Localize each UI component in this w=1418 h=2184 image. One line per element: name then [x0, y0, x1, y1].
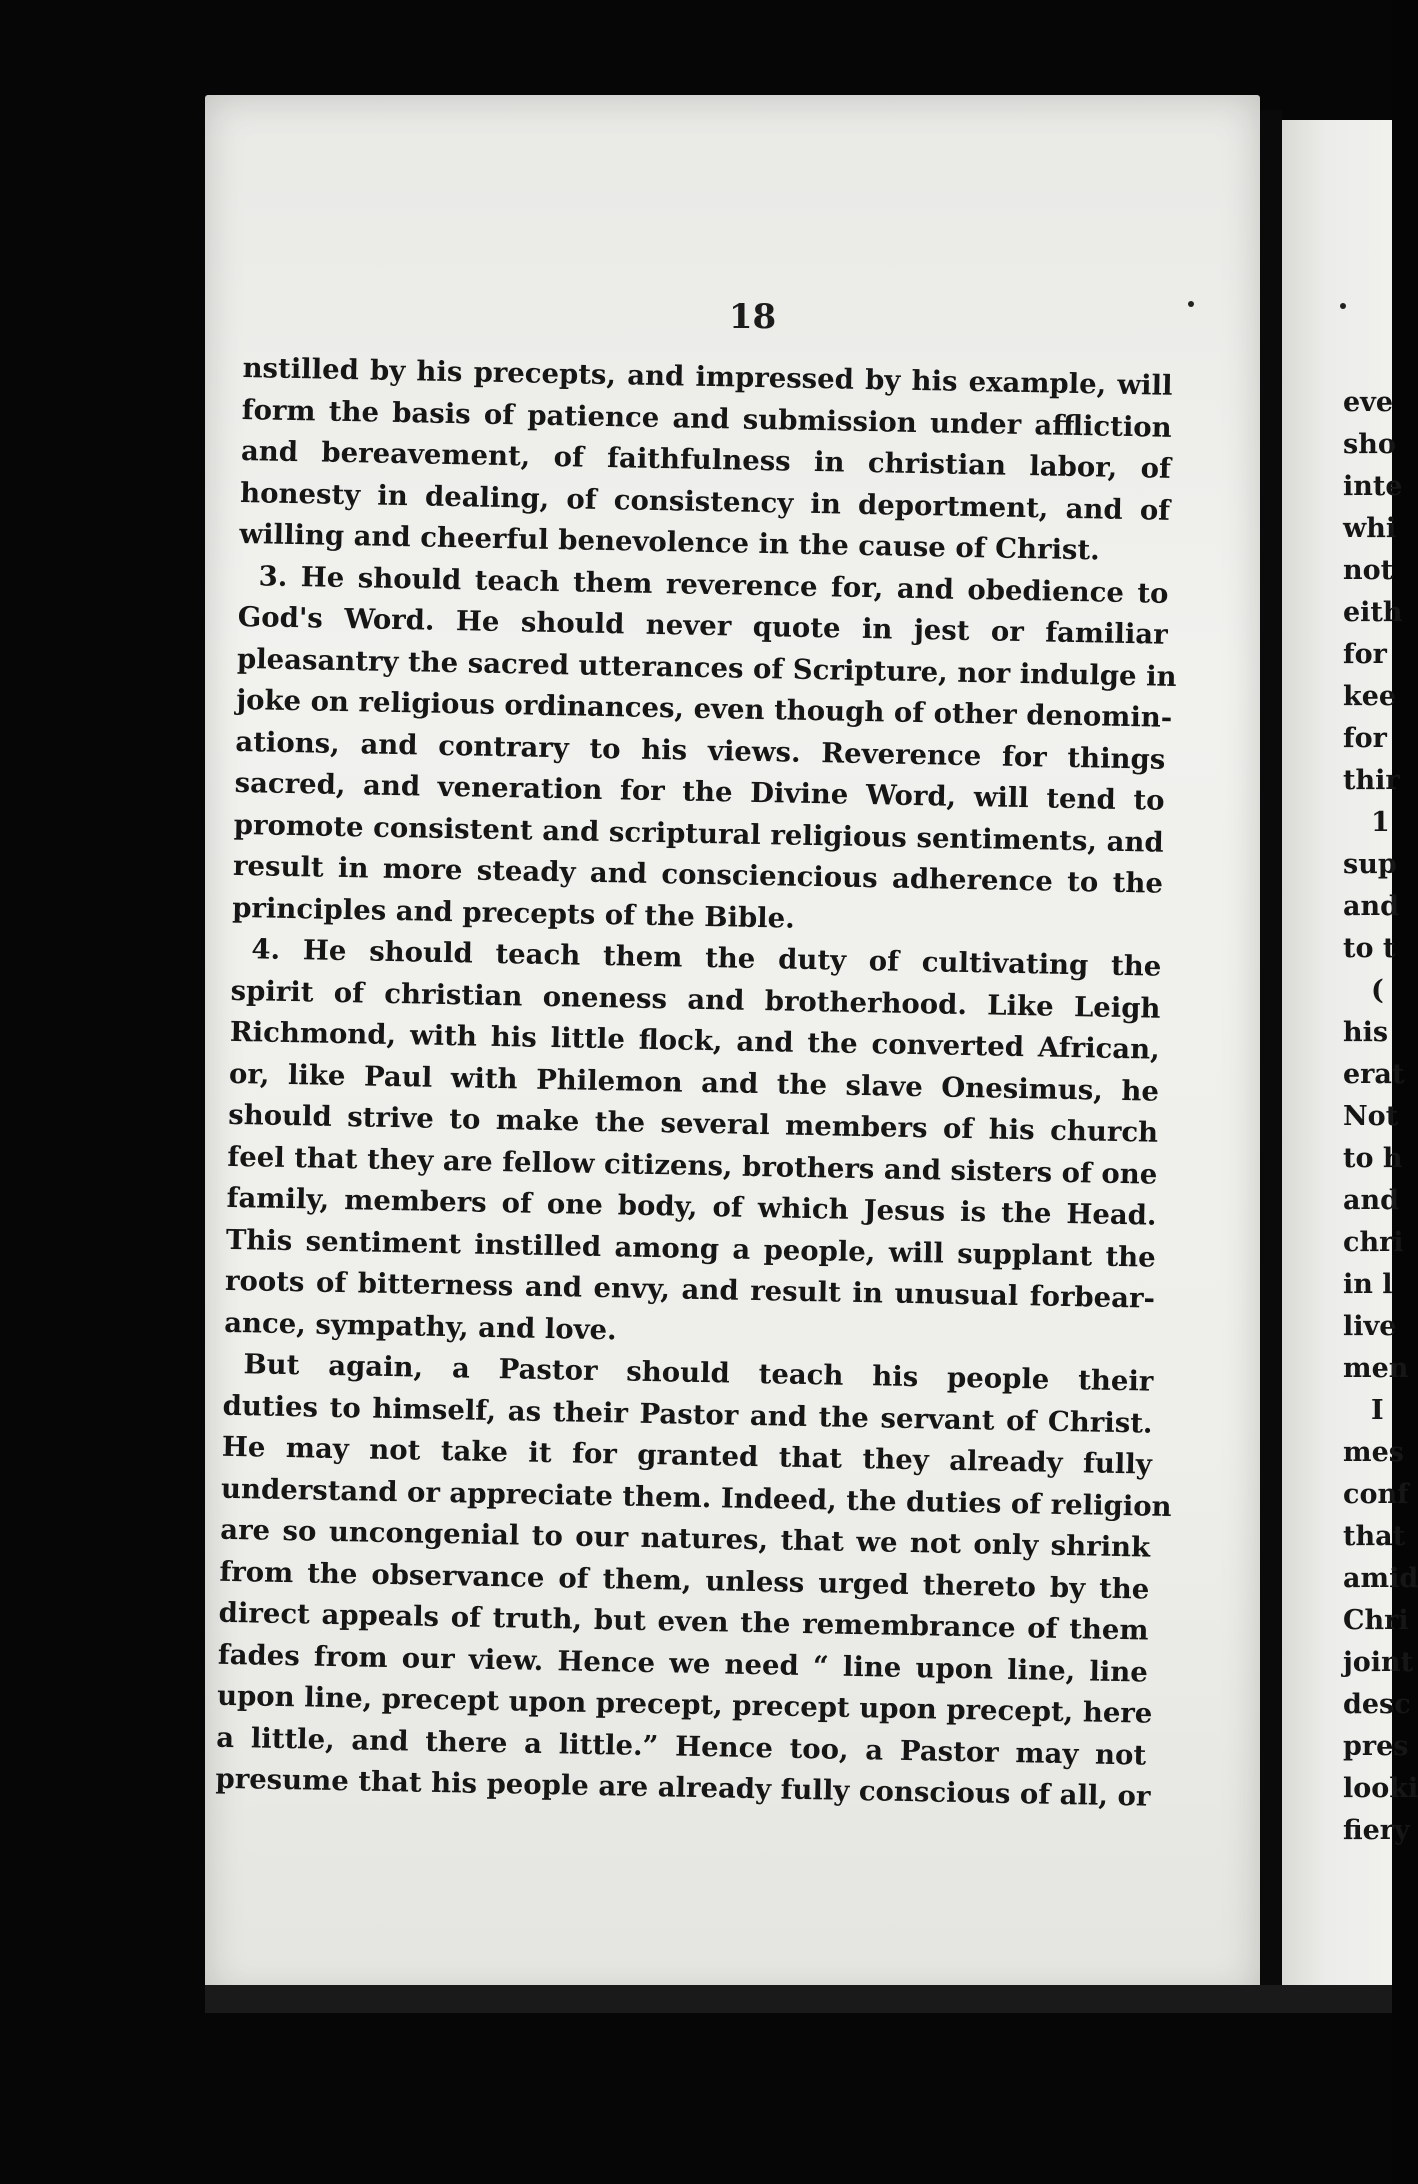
adjacent-line: amid: [1343, 1563, 1418, 1594]
text-line: roots of bitterness and envy, and result in unusual forbear-: [224, 1264, 1156, 1315]
adjacent-line: (: [1371, 975, 1384, 1006]
adjacent-line: in l: [1343, 1269, 1393, 1300]
adjacent-line: for: [1343, 723, 1387, 754]
text-line: form the basis of patience and submission under affliction: [241, 393, 1172, 444]
text-line: duties to himself, as their Pastor and the servant of Christ.: [222, 1389, 1153, 1440]
page-number: 18: [728, 297, 777, 337]
adjacent-line: sho: [1343, 429, 1396, 460]
scan-bottom-edge: [205, 1985, 1392, 2013]
text-line: understand or appreciate them. Indeed, the duties of religion: [220, 1472, 1172, 1523]
text-line: from the observance of them, unless urged thereto by the: [219, 1555, 1150, 1606]
text-line: fades from our view. Hence we need “ line upon line, line: [217, 1638, 1149, 1689]
adjacent-line: Not: [1343, 1101, 1399, 1132]
text-line: Richmond, with his little flock, and the converted African,: [229, 1015, 1161, 1066]
adjacent-line: sup: [1343, 849, 1397, 880]
adjacent-line: inte: [1343, 471, 1403, 502]
text-line: ations, and contrary to his views. Reverence for things: [235, 725, 1166, 776]
text-line: upon line, precept upon precept, precept upon precept, here: [216, 1679, 1153, 1730]
adjacent-line: joint: [1343, 1647, 1414, 1678]
adjacent-line: thir: [1343, 765, 1400, 796]
speck-mark: [1188, 301, 1194, 307]
adjacent-line: mes: [1343, 1437, 1404, 1468]
adjacent-line: kee: [1343, 681, 1397, 712]
text-line: ance, sympathy, and love.: [223, 1306, 617, 1346]
text-line: should strive to make the several members of his church: [227, 1098, 1159, 1149]
text-line: or, like Paul with Philemon and the slave Onesimus, he: [228, 1057, 1160, 1108]
book-gutter: [1260, 110, 1282, 1990]
text-line: pleasantry the sacred utterances of Scripture, nor indulge in: [236, 642, 1177, 693]
adjacent-page-text: [1343, 382, 1418, 1852]
text-line: 3. He should teach them reverence for, and obedience to: [258, 559, 1169, 610]
adjacent-line: looki: [1343, 1773, 1418, 1804]
text-line: are so uncongenial to our natures, that we not only shrink: [220, 1513, 1151, 1564]
book-page: [205, 95, 1260, 2000]
adjacent-line: and: [1343, 891, 1400, 922]
adjacent-line: eve: [1343, 387, 1394, 418]
text-line: 4. He should teach them the duty of cultivating the: [251, 933, 1162, 983]
adjacent-line: fiery: [1343, 1815, 1410, 1846]
adjacent-line: desc: [1343, 1689, 1411, 1720]
adjacent-line: not: [1343, 555, 1394, 586]
text-line: He may not take it for granted that they already fully: [221, 1430, 1153, 1481]
adjacent-line: conf: [1343, 1479, 1409, 1510]
adjacent-line: his: [1343, 1017, 1389, 1048]
speck-mark: [1340, 303, 1346, 309]
text-line: promote consistent and scriptural religious sentiments, and: [233, 808, 1164, 859]
text-line: family, members of one body, of which Jesus is the Head.: [226, 1181, 1157, 1232]
adjacent-line: to t: [1343, 933, 1396, 964]
text-line: a little, and there a little.” Hence too, a Pastor may not: [216, 1721, 1147, 1772]
adjacent-line: whi: [1343, 513, 1397, 544]
text-line: willing and cheerful benevolence in the cause of Christ.: [239, 517, 1101, 567]
text-line: This sentiment instilled among a people, will supplant the: [225, 1223, 1157, 1274]
page-body-text: [215, 348, 1177, 1818]
text-line: direct appeals of truth, but even the remembrance of them: [218, 1596, 1149, 1647]
text-line: feel that they are fellow citizens, brothers and sisters of one: [227, 1140, 1158, 1191]
adjacent-line: 1: [1371, 807, 1390, 838]
text-line: sacred, and veneration for the Divine Word, will tend to: [234, 766, 1165, 817]
adjacent-line: Chri: [1343, 1605, 1409, 1636]
text-line: nstilled by his precepts, and impressed by his example, will: [242, 351, 1173, 402]
adjacent-line: men: [1343, 1353, 1409, 1384]
text-line: presume that his people are already fully conscious of all, or: [215, 1762, 1151, 1813]
text-line: joke on religious ordinances, even though of other denomin-: [235, 683, 1173, 734]
adjacent-line: chri: [1343, 1227, 1404, 1258]
text-line: honesty in dealing, of consistency in deportment, and of: [239, 476, 1171, 527]
text-line: and bereavement, of faithfulness in christian labor, of: [240, 434, 1172, 485]
adjacent-line: for: [1343, 639, 1387, 670]
text-line: spirit of christian oneness and brotherhood. Like Leigh: [230, 974, 1161, 1025]
adjacent-line: to h: [1343, 1143, 1403, 1174]
text-line: principles and precepts of the Bible.: [231, 891, 796, 935]
adjacent-line: and: [1343, 1185, 1400, 1216]
adjacent-line: eith: [1343, 597, 1403, 628]
text-line: But again, a Pastor should teach his people their: [243, 1348, 1154, 1398]
adjacent-line: erat: [1343, 1059, 1405, 1090]
text-line: result in more steady and consciencious adherence to the: [232, 849, 1164, 900]
adjacent-line: that: [1343, 1521, 1406, 1552]
text-line: God's Word. He should never quote in jest or familiar: [237, 600, 1168, 651]
adjacent-line: I: [1371, 1395, 1384, 1426]
adjacent-line: pres: [1343, 1731, 1409, 1762]
adjacent-line: live: [1343, 1311, 1397, 1342]
